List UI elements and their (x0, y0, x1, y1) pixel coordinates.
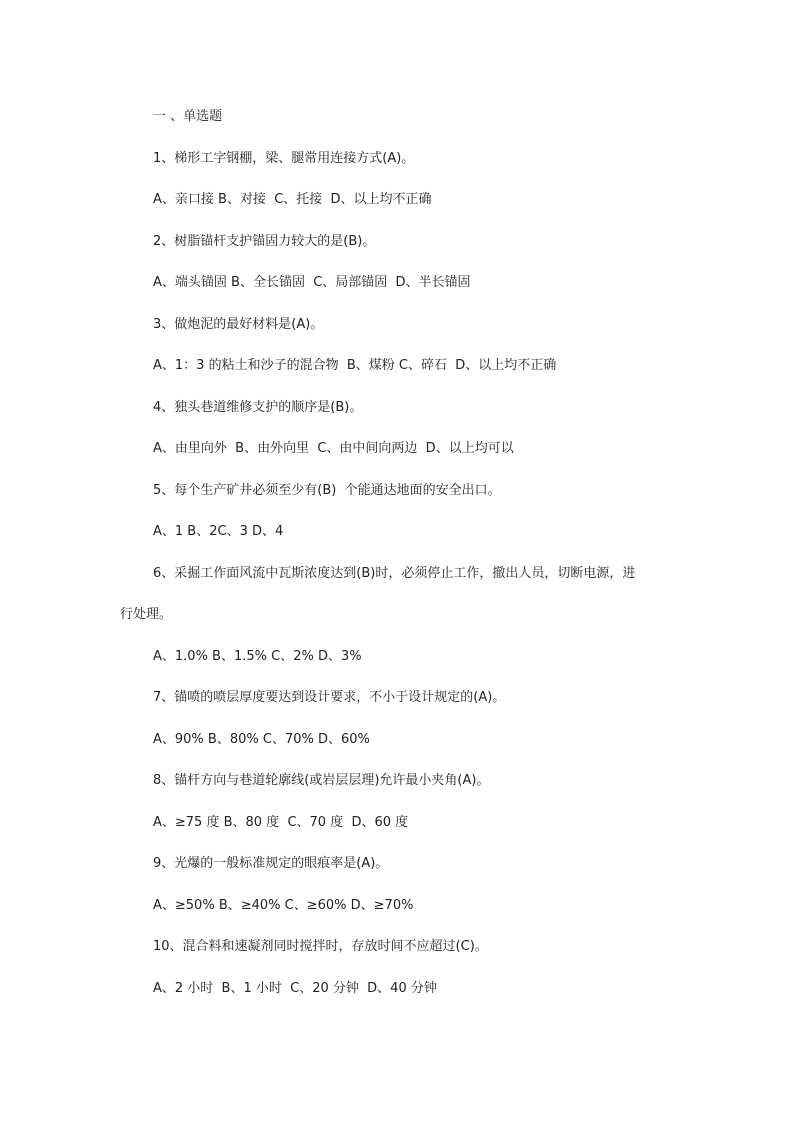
section-heading: 一 、单选题 (153, 109, 223, 124)
question-7: 7、锚喷的喷层厚度要达到设计要求，不小于设计规定的(A)。 (153, 690, 506, 705)
question-10: 10、混合料和速凝剂同时搅拌时，存放时间不应超过(C)。 (153, 939, 488, 954)
options-9: A、≥50% B、≥40% C、≥60% D、≥70% (153, 898, 414, 913)
question-4: 4、独头巷道维修支护的顺序是(B)。 (153, 400, 363, 415)
question-6-continuation: 行处理。 (120, 607, 173, 622)
options-2: A、端头锚固 B、全长锚固 C、局部锚固 D、半长锚固 (153, 275, 471, 290)
question-5: 5、每个生产矿井必须至少有(B) 个能通达地面的安全出口。 (153, 483, 501, 498)
options-6: A、1.0% B、1.5% C、2% D、3% (153, 649, 362, 664)
question-2: 2、树脂锚杆支护锚固力较大的是(B)。 (153, 234, 376, 249)
question-8: 8、锚杆方向与巷道轮廓线(或岩层层理)允许最小夹角(A)。 (153, 773, 490, 788)
question-1: 1、梯形工字钢棚，梁、腿常用连接方式(A)。 (153, 151, 415, 166)
options-10: A、2 小时 B、1 小时 C、20 分钟 D、40 分钟 (153, 981, 437, 996)
options-1: A、亲口接 B、对接 C、托接 D、以上均不正确 (153, 192, 432, 207)
options-4: A、由里向外 B、由外向里 C、由中间向两边 D、以上均可以 (153, 441, 514, 456)
options-7: A、90% B、80% C、70% D、60% (153, 732, 370, 747)
options-8: A、≥75 度 B、80 度 C、70 度 D、60 度 (153, 815, 409, 830)
options-5: A、1 B、2C、3 D、4 (153, 524, 284, 539)
question-6: 6、采掘工作面风流中瓦斯浓度达到(B)时，必须停止工作，撤出人员，切断电源，进 (153, 566, 636, 581)
question-3: 3、做炮泥的最好材料是(A)。 (153, 317, 324, 332)
options-3: A、1：3 的粘土和沙子的混合物 B、煤粉 C、碎石 D、以上均不正确 (153, 358, 557, 373)
question-9: 9、光爆的一般标准规定的眼痕率是(A)。 (153, 856, 389, 871)
